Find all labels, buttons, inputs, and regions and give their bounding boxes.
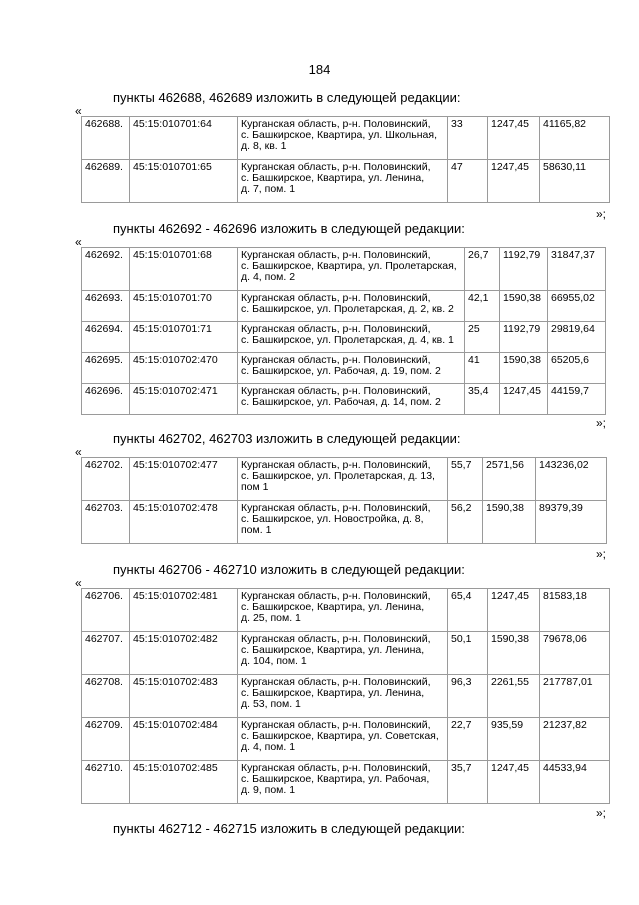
rate-cell: 1590,38: [488, 632, 540, 675]
address-cell: Курганская область, р-н. Половинский, с. Башкирское, ул. Новостройка, д. 8, пом. 1: [238, 501, 448, 544]
row-number-cell: 462695.: [82, 353, 130, 384]
table-row: [82, 322, 606, 353]
row-number-cell: 462707.: [82, 632, 130, 675]
quote-close: »;: [596, 416, 607, 430]
cadastral-value-cell: 44159,7: [548, 384, 606, 415]
table-row: [82, 761, 610, 804]
row-number-cell: 462708.: [82, 675, 130, 718]
table-row: [82, 353, 606, 384]
area-cell: 41: [465, 353, 500, 384]
quote-close: »;: [596, 547, 607, 561]
area-cell: 47: [448, 160, 488, 203]
area-cell: 35,4: [465, 384, 500, 415]
quote-open: «: [75, 235, 82, 249]
table-row: [82, 117, 610, 160]
cadastral-number-cell: 45:15:010701:68: [130, 248, 238, 291]
table-row: [82, 160, 610, 203]
cadastral-value-cell: 89379,39: [536, 501, 607, 544]
cadastral-number-cell: 45:15:010702:477: [130, 458, 238, 501]
rate-cell: 2261,55: [488, 675, 540, 718]
cadastral-value-cell: 65205,6: [548, 353, 606, 384]
cadastral-value-cell: 21237,82: [540, 718, 610, 761]
table-row: [82, 718, 610, 761]
cadastral-number-cell: 45:15:010701:70: [130, 291, 238, 322]
area-cell: 22,7: [448, 718, 488, 761]
table-row: [82, 675, 610, 718]
area-cell: 55,7: [448, 458, 483, 501]
cadastral-value-cell: 143236,02: [536, 458, 607, 501]
table-row: [82, 458, 607, 501]
section-intro: пункты 462712 - 462715 изложить в следующей редакции:: [113, 821, 465, 836]
address-cell: Курганская область, р-н. Половинский, с. Башкирское, ул. Рабочая, д. 14, пом. 2: [238, 384, 465, 415]
cadastral-number-cell: 45:15:010702:484: [130, 718, 238, 761]
cadastral-number-cell: 45:15:010702:483: [130, 675, 238, 718]
section-intro: пункты 462702, 462703 изложить в следующей редакции:: [113, 431, 461, 446]
address-cell: Курганская область, р-н. Половинский, с. Башкирское, Квартира, ул. Советская, д. 4, пом. 1: [238, 718, 448, 761]
table-row: [82, 632, 610, 675]
address-cell: Курганская область, р-н. Половинский, с. Башкирское, Квартира, ул. Ленина, д. 104, пом. 1: [238, 632, 448, 675]
rate-cell: 1192,79: [500, 248, 548, 291]
address-cell: Курганская область, р-н. Половинский, с. Башкирское, ул. Рабочая, д. 19, пом. 2: [238, 353, 465, 384]
cadastral-value-cell: 81583,18: [540, 589, 610, 632]
table-row: [82, 384, 606, 415]
section-intro: пункты 462688, 462689 изложить в следующей редакции:: [113, 90, 461, 105]
row-number-cell: 462702.: [82, 458, 130, 501]
area-cell: 25: [465, 322, 500, 353]
rate-cell: 1590,38: [483, 501, 536, 544]
area-cell: 26,7: [465, 248, 500, 291]
quote-close: »;: [596, 207, 607, 221]
cadastral-number-cell: 45:15:010701:71: [130, 322, 238, 353]
rate-cell: 2571,56: [483, 458, 536, 501]
address-cell: Курганская область, р-н. Половинский, с. Башкирское, Квартира, ул. Ленина, д. 25, пом. 1: [238, 589, 448, 632]
cadastral-value-cell: 58630,11: [540, 160, 610, 203]
area-cell: 33: [448, 117, 488, 160]
rate-cell: 935,59: [488, 718, 540, 761]
property-table: [81, 116, 610, 203]
rate-cell: 1247,45: [488, 761, 540, 804]
quote-open: «: [75, 104, 82, 118]
row-number-cell: 462710.: [82, 761, 130, 804]
table-row: [82, 501, 607, 544]
address-cell: Курганская область, р-н. Половинский, с. Башкирское, Квартира, ул. Ленина, д. 7, пом. 1: [238, 160, 448, 203]
area-cell: 56,2: [448, 501, 483, 544]
row-number-cell: 462692.: [82, 248, 130, 291]
row-number-cell: 462693.: [82, 291, 130, 322]
address-cell: Курганская область, р-н. Половинский, с. Башкирское, Квартира, ул. Пролетарская, д. 4, пом. 2: [238, 248, 465, 291]
rate-cell: 1192,79: [500, 322, 548, 353]
area-cell: 35,7: [448, 761, 488, 804]
cadastral-number-cell: 45:15:010702:470: [130, 353, 238, 384]
property-table: [81, 588, 610, 804]
rate-cell: 1590,38: [500, 291, 548, 322]
cadastral-value-cell: 44533,94: [540, 761, 610, 804]
rate-cell: 1590,38: [500, 353, 548, 384]
address-cell: Курганская область, р-н. Половинский, с. Башкирское, Квартира, ул. Рабочая, д. 9, пом. 1: [238, 761, 448, 804]
cadastral-value-cell: 29819,64: [548, 322, 606, 353]
row-number-cell: 462694.: [82, 322, 130, 353]
rate-cell: 1247,45: [488, 589, 540, 632]
table-row: [82, 248, 606, 291]
cadastral-number-cell: 45:15:010701:64: [130, 117, 238, 160]
quote-close: »;: [596, 806, 607, 820]
address-cell: Курганская область, р-н. Половинский, с. Башкирское, Квартира, ул. Ленина, д. 53, пом. 1: [238, 675, 448, 718]
cadastral-value-cell: 79678,06: [540, 632, 610, 675]
row-number-cell: 462709.: [82, 718, 130, 761]
cadastral-number-cell: 45:15:010702:485: [130, 761, 238, 804]
row-number-cell: 462696.: [82, 384, 130, 415]
property-table: [81, 247, 606, 415]
address-cell: Курганская область, р-н. Половинский, с. Башкирское, ул. Пролетарская, д. 2, кв. 2: [238, 291, 465, 322]
rate-cell: 1247,45: [500, 384, 548, 415]
cadastral-number-cell: 45:15:010702:482: [130, 632, 238, 675]
cadastral-number-cell: 45:15:010702:471: [130, 384, 238, 415]
address-cell: Курганская область, р-н. Половинский, с. Башкирское, Квартира, ул. Школьная, д. 8, кв. 1: [238, 117, 448, 160]
area-cell: 42,1: [465, 291, 500, 322]
quote-open: «: [75, 576, 82, 590]
cadastral-number-cell: 45:15:010702:478: [130, 501, 238, 544]
row-number-cell: 462689.: [82, 160, 130, 203]
row-number-cell: 462706.: [82, 589, 130, 632]
table-row: [82, 291, 606, 322]
area-cell: 50,1: [448, 632, 488, 675]
area-cell: 96,3: [448, 675, 488, 718]
rate-cell: 1247,45: [488, 160, 540, 203]
cadastral-value-cell: 66955,02: [548, 291, 606, 322]
address-cell: Курганская область, р-н. Половинский, с. Башкирское, ул. Пролетарская, д. 13, пом 1: [238, 458, 448, 501]
row-number-cell: 462688.: [82, 117, 130, 160]
section-intro: пункты 462692 - 462696 изложить в следующей редакции:: [113, 221, 465, 236]
rate-cell: 1247,45: [488, 117, 540, 160]
row-number-cell: 462703.: [82, 501, 130, 544]
table-row: [82, 589, 610, 632]
cadastral-number-cell: 45:15:010702:481: [130, 589, 238, 632]
cadastral-number-cell: 45:15:010701:65: [130, 160, 238, 203]
area-cell: 65,4: [448, 589, 488, 632]
address-cell: Курганская область, р-н. Половинский, с. Башкирское, ул. Пролетарская, д. 4, кв. 1: [238, 322, 465, 353]
cadastral-value-cell: 41165,82: [540, 117, 610, 160]
quote-open: «: [75, 445, 82, 459]
property-table: [81, 457, 607, 544]
page-number: 184: [308, 62, 331, 77]
cadastral-value-cell: 31847,37: [548, 248, 606, 291]
section-intro: пункты 462706 - 462710 изложить в следующей редакции:: [113, 562, 465, 577]
cadastral-value-cell: 217787,01: [540, 675, 610, 718]
